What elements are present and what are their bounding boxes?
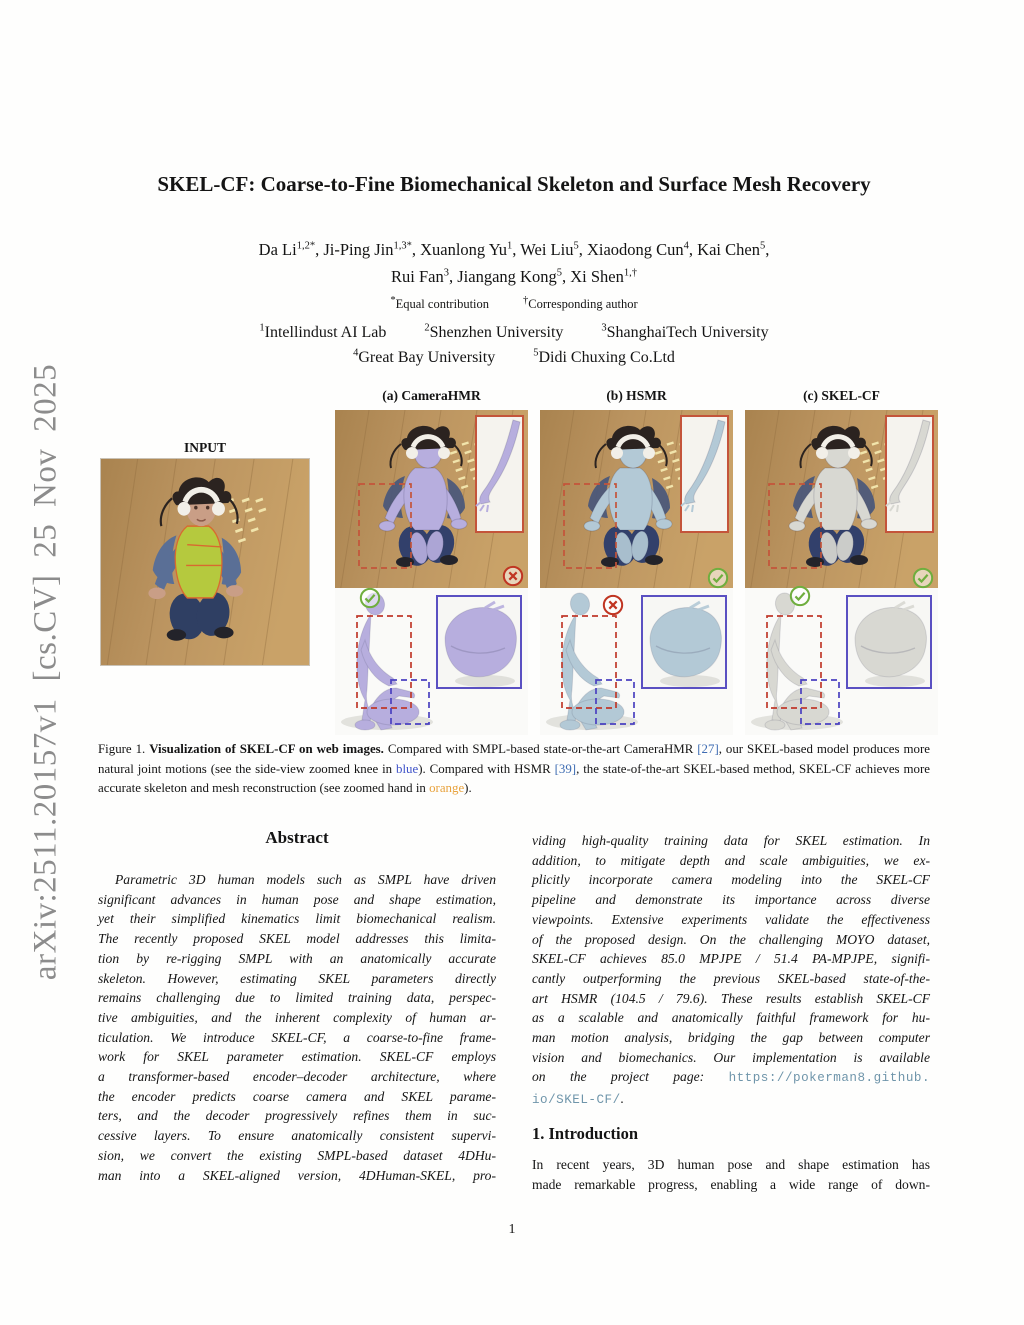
abstract-line: plicitly incorporate camera modeling into the SKEL-CF <box>532 872 930 888</box>
abstract-line: a transformer-based encoder–decoder architecture, where <box>98 1069 496 1085</box>
abstract-line: art HSMR (104.5 / 79.6). These results establish SKEL-CF <box>532 990 930 1006</box>
caption-bold-lead: Visualization of SKEL-CF on web images. <box>149 742 384 756</box>
check-icon <box>789 585 811 607</box>
abstract-line: Parametric 3D human models such as SMPL have driven <box>115 872 496 887</box>
abstract-line: viding high-quality training data for SKEL estimation. In <box>532 833 930 848</box>
corresponding-author-note: †Corresponding author <box>523 294 638 311</box>
abstract-line: yet their simplified kinematics limit biomechanical realism. <box>98 911 496 927</box>
abstract-line: SKEL-CF achieves 85.0 MPJPE / 51.4 PA-MPJPE, signifi- <box>532 951 930 967</box>
project-page-line: io/SKEL-CF/. <box>532 1091 625 1108</box>
abstract-line: tive ambiguities, and the inherent complexity of human ar- <box>98 1009 496 1025</box>
author-line-2: Rui Fan$^3$, Jiangang Kong$^5$, Xi Shen$^{1,\dagger}$ <box>391 267 637 286</box>
camerahmr-sideview <box>335 588 528 735</box>
hsmr-overlay-photo <box>540 410 733 588</box>
introduction-text <box>532 1155 930 1194</box>
x-icon <box>602 594 624 616</box>
abstract-line: the encoder predicts coarse camera and SKEL parame- <box>98 1088 496 1104</box>
introduction-line: In recent years, 3D human pose and shape estimation has <box>532 1156 930 1172</box>
introduction-line: made remarkable progress, enabling a wide range of down- <box>532 1176 930 1192</box>
affiliation-line-2: $^4$Great Bay University $^5$Didi Chuxing Co.Ltd <box>353 347 675 366</box>
input-panel-label: INPUT <box>183 440 226 455</box>
project-url-link[interactable]: io/SKEL-CF/ <box>532 1093 621 1108</box>
abstract-line: pipeline and demonstrate its importance across diverse <box>532 892 930 908</box>
x-icon <box>502 565 524 587</box>
left-column <box>98 824 496 1185</box>
panel-a-label: (a) CameraHMR <box>382 388 481 403</box>
arxiv-watermark: arXiv:2511.20157v1 [cs.CV] 25 Nov 2025 <box>27 363 64 981</box>
check-icon <box>707 567 729 589</box>
page-number: 1 <box>508 1222 516 1237</box>
input-photo <box>100 458 310 666</box>
introduction-heading: 1. Introduction <box>532 1123 639 1143</box>
right-column <box>532 824 930 1194</box>
abstract-line: work for SKEL parameter estimation. SKEL-CF employs <box>98 1049 496 1065</box>
abstract-text <box>98 870 496 1185</box>
two-column-body <box>98 824 930 1214</box>
abstract-line: The recently proposed SKEL model addresses this limita- <box>98 931 496 947</box>
abstract-line: addition, to mitigate depth and scale ambiguities, we ex- <box>532 852 930 868</box>
project-page-line: on the project page: https://pokerman8.github. <box>532 1069 930 1086</box>
abstract-line: cantly outperforming the previous SKEL-based state-of-the- <box>532 970 930 986</box>
affiliations <box>98 320 930 370</box>
skelcf-sideview <box>745 588 938 735</box>
figure-1 <box>98 388 940 736</box>
abstract-line: viewpoints. Extensive experiments validate the effectiveness <box>532 911 930 927</box>
panel-camerahmr <box>335 388 528 736</box>
caption-word-orange: orange <box>429 781 465 796</box>
skelcf-overlay-photo <box>745 410 938 588</box>
abstract-continued <box>532 831 930 1111</box>
contribution-notes <box>98 294 930 312</box>
abstract-line: significant advances in human pose and shape estimation, <box>98 891 496 907</box>
abstract-line: of the proposed design. On the challenging MOYO dataset, <box>532 931 930 947</box>
paper-title: SKEL-CF: Coarse-to-Fine Biomechanical Skeleton and Surface Mesh Recovery <box>157 172 871 196</box>
abstract-line: ters, and the decoder progressively refines them in suc- <box>98 1108 496 1124</box>
abstract-line: cessive layers. To ensure anatomically consistent supervi- <box>98 1128 496 1144</box>
caption-word-blue: blue <box>396 761 419 776</box>
abstract-line: as a scalable and anatomically faithful framework for hu- <box>532 1010 930 1026</box>
abstract-line: sion, we convert the existing SMPL-based dataset 4DHu- <box>98 1147 496 1163</box>
equal-contribution-note: *Equal contribution <box>390 294 490 311</box>
panel-b-label: (b) HSMR <box>606 388 667 403</box>
figure-caption: Figure 1. Visualization of SKEL-CF on web images. Compared with SMPL-based state-or-the-art CameraHMR [27], our SKEL-based model produces more natural joint motions (see the side-view zoomed knee in blue). Compared with HSMR [39], the state-of-the-art SKEL-based method, SKEL-CF achieves more accurate skeleton and mesh reconstruction (see zoomed hand in orange). <box>98 742 930 796</box>
author-line-1: Da $Li^{1,2*}$, Ji-Ping Jin$^{1,3*}$, Xuanlong Yu$^1$, Wei Liu$^5$, Xiaodong Cun$^4$, Kai Chen$^5$, <box>258 240 770 259</box>
citation-27[interactable]: [27] <box>697 742 719 756</box>
check-icon <box>359 587 381 609</box>
affiliation-line-1: $^1$Intellindust AI Lab $^2$Shenzhen University $^3$ShanghaiTech University <box>259 322 769 341</box>
author-list <box>98 236 930 290</box>
abstract-line: man motion analysis, bridging the gap between computer <box>532 1030 930 1046</box>
abstract-line: skeleton. However, estimating SKEL parameters directly <box>98 970 496 986</box>
abstract-heading: Abstract <box>265 828 329 847</box>
abstract-line: ticulation. We introduce SKEL-CF, a coarse-to-fine frame- <box>98 1029 496 1045</box>
panel-c-label: (c) SKEL-CF <box>803 388 880 403</box>
abstract-line: man into a SKEL-aligned version, 4DHuman-SKEL, pro- <box>98 1167 496 1183</box>
project-url-link[interactable]: https://pokerman8.github. <box>728 1071 930 1086</box>
camerahmr-overlay-photo <box>335 410 528 588</box>
abstract-line: tion by re-rigging SMPL with an anatomically accurate <box>98 950 496 966</box>
check-icon <box>912 567 934 589</box>
hsmr-sideview <box>540 588 733 735</box>
abstract-line: vision and biomechanics. Our implementation is available <box>532 1049 930 1065</box>
abstract-line: remains challenging due to limited training data, perspec- <box>98 990 496 1006</box>
citation-39[interactable]: [39] <box>554 761 577 776</box>
panel-hsmr <box>540 388 733 736</box>
panel-skelcf <box>745 388 938 736</box>
